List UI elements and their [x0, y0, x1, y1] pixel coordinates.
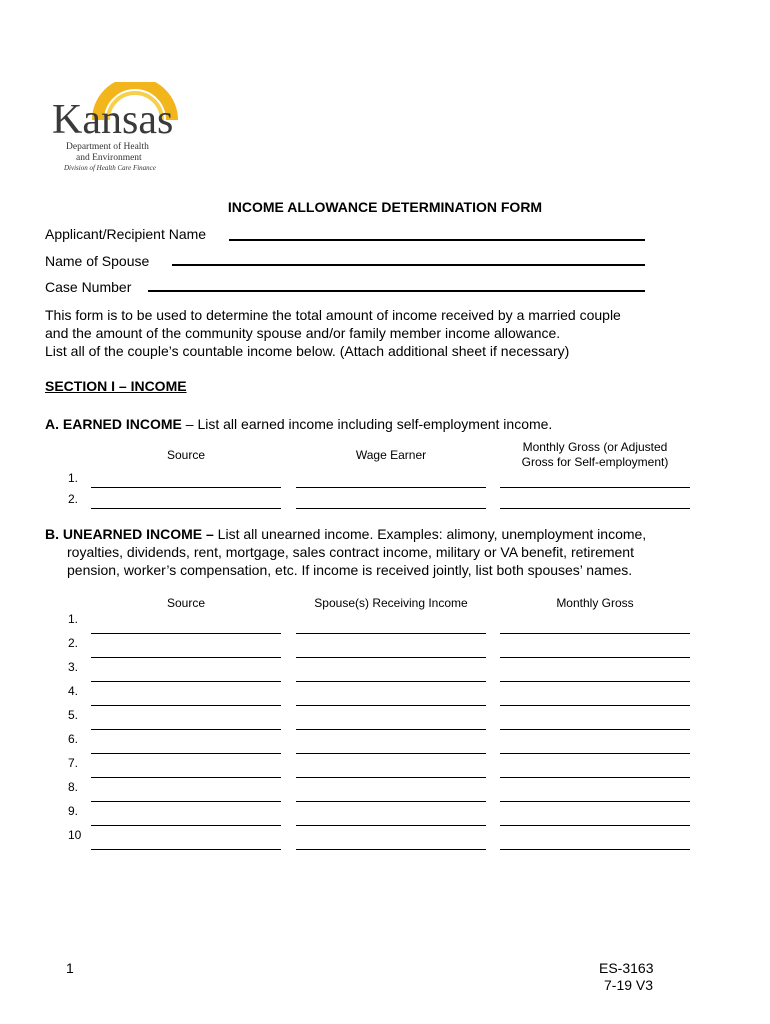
- unearned-desc-3: pension, worker’s compensation, etc. If income is received jointly, list both spouses’ names.: [67, 562, 633, 578]
- unearned-row-field-1[interactable]: [91, 825, 281, 826]
- earned-row-field-1[interactable]: [91, 508, 281, 509]
- unearned-row-field-2[interactable]: [296, 849, 486, 850]
- earned-row-field-1[interactable]: [91, 487, 281, 488]
- unearned-row-field-2[interactable]: [296, 825, 486, 826]
- form-title: INCOME ALLOWANCE DETERMINATION FORM: [227, 199, 543, 215]
- intro-line-1: This form is to be used to determine the total amount of income received by a married couple: [45, 307, 621, 323]
- unearned-col-source: Source: [166, 596, 206, 610]
- unearned-row-number: 1.: [68, 612, 79, 626]
- unearned-row-field-3[interactable]: [500, 801, 690, 802]
- unearned-row-field-3[interactable]: [500, 825, 690, 826]
- unearned-row-field-3[interactable]: [500, 633, 690, 634]
- unearned-row-field-2[interactable]: [296, 753, 486, 754]
- unearned-row-field-3[interactable]: [500, 729, 690, 730]
- unearned-row-number: 4.: [68, 684, 79, 698]
- unearned-row-field-1[interactable]: [91, 753, 281, 754]
- unearned-row-field-2[interactable]: [296, 657, 486, 658]
- earned-row-number: 2.: [68, 492, 79, 506]
- unearned-row-number: 7.: [68, 756, 79, 770]
- unearned-row-field-1[interactable]: [91, 633, 281, 634]
- unearned-row-field-2[interactable]: [296, 633, 486, 634]
- page-number: 1: [66, 960, 74, 976]
- applicant-name-field[interactable]: [229, 239, 645, 241]
- unearned-row-field-3[interactable]: [500, 753, 690, 754]
- unearned-row-field-1[interactable]: [91, 801, 281, 802]
- earned-row-field-2[interactable]: [296, 487, 486, 488]
- unearned-row-field-2[interactable]: [296, 801, 486, 802]
- unearned-row-field-3[interactable]: [500, 681, 690, 682]
- unearned-row-field-1[interactable]: [91, 777, 281, 778]
- earned-row-field-3[interactable]: [500, 487, 690, 488]
- unearned-row-number: 8.: [68, 780, 79, 794]
- unearned-row-field-2[interactable]: [296, 729, 486, 730]
- earned-row-field-3[interactable]: [500, 508, 690, 509]
- logo-dept-line1: Department of Health: [66, 142, 149, 152]
- earned-col-wage-earner: Wage Earner: [355, 448, 427, 462]
- logo-wordmark: Kansas: [52, 97, 174, 143]
- section-1-heading: SECTION I – INCOME: [45, 378, 187, 394]
- unearned-desc-1: List all unearned income. Examples: alimony, unemployment income,: [213, 526, 647, 542]
- unearned-row-number: 5.: [68, 708, 79, 722]
- unearned-row-field-3[interactable]: [500, 777, 690, 778]
- unearned-row-field-3[interactable]: [500, 849, 690, 850]
- intro-paragraph: [45, 306, 725, 360]
- unearned-row-field-3[interactable]: [500, 657, 690, 658]
- unearned-row-field-1[interactable]: [91, 729, 281, 730]
- unearned-row-number: 10: [68, 828, 82, 842]
- earned-col-monthly-gross-line1: Monthly Gross (or Adjusted: [522, 440, 668, 454]
- unearned-col-spouse: Spouse(s) Receiving Income: [314, 596, 468, 610]
- unearned-row-field-3[interactable]: [500, 705, 690, 706]
- spouse-name-field[interactable]: [172, 264, 645, 266]
- unearned-income-label: B. UNEARNED INCOME –: [45, 526, 214, 542]
- intro-line-2: and the amount of the community spouse and/or family member income allowance.: [45, 325, 561, 341]
- unearned-row-field-1[interactable]: [91, 657, 281, 658]
- unearned-row-number: 9.: [68, 804, 79, 818]
- kdhe-logo: [52, 82, 182, 174]
- intro-line-3: List all of the couple’s countable income below. (Attach additional sheet if necessary): [45, 343, 570, 359]
- unearned-row-number: 6.: [68, 732, 79, 746]
- unearned-col-monthly-gross: Monthly Gross: [556, 596, 634, 610]
- unearned-row-number: 2.: [68, 636, 79, 650]
- logo-dept-line2: and Environment: [76, 153, 142, 163]
- earned-income-heading: [45, 415, 715, 433]
- unearned-row-field-1[interactable]: [91, 681, 281, 682]
- unearned-desc-2: royalties, dividends, rent, mortgage, sales contract income, military or VA benefit, retirement: [67, 544, 634, 560]
- logo-division: Division of Health Care Finance: [64, 164, 156, 172]
- earned-row-field-2[interactable]: [296, 508, 486, 509]
- form-version: 7-19 V3: [604, 977, 654, 993]
- case-number-label: Case Number: [45, 279, 132, 295]
- unearned-row-number: 3.: [68, 660, 79, 674]
- applicant-label: Applicant/Recipient Name: [45, 226, 207, 242]
- earned-col-source: Source: [166, 448, 206, 462]
- unearned-row-field-2[interactable]: [296, 705, 486, 706]
- form-number: ES-3163: [599, 960, 654, 976]
- unearned-row-field-1[interactable]: [91, 849, 281, 850]
- earned-income-desc: – List all earned income including self-employment income.: [181, 416, 553, 432]
- earned-row-number: 1.: [68, 471, 79, 485]
- unearned-row-field-2[interactable]: [296, 777, 486, 778]
- earned-col-monthly-gross: [500, 440, 690, 470]
- spouse-label: Name of Spouse: [45, 253, 150, 269]
- unearned-income-heading: [45, 525, 715, 579]
- unearned-row-field-2[interactable]: [296, 681, 486, 682]
- earned-col-monthly-gross-line2: Gross for Self-employment): [521, 455, 669, 469]
- case-number-field[interactable]: [148, 290, 645, 292]
- unearned-row-field-1[interactable]: [91, 705, 281, 706]
- earned-income-label: A. EARNED INCOME: [45, 416, 182, 432]
